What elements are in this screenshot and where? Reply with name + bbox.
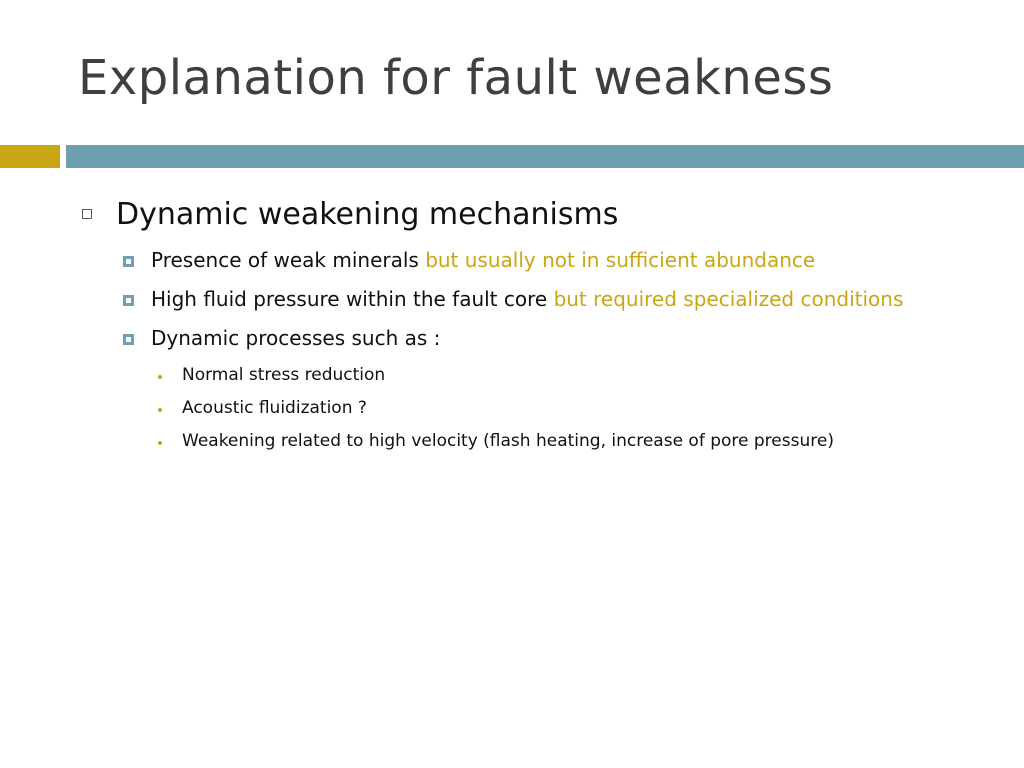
bullet-text [151,287,903,311]
bullet-main-text: High fluid pressure within the fault core [151,287,554,311]
sub-bullet-text: Acoustic fluidization ? [182,398,367,418]
bullet-highlight-text: but usually not in sufficient abundance [425,248,816,272]
dot-bullet-icon [158,408,162,412]
bullet-highlight-text: but required specialized conditions [553,287,904,311]
filled-square-bullet-icon [123,256,134,267]
sub-bullet-text: Weakening related to high velocity (flash heating, increase of pore pressure) [182,431,834,451]
accent-bar-gold [0,145,60,168]
dot-bullet-icon [158,441,162,445]
dot-bullet-icon [158,375,162,379]
filled-square-bullet-icon [123,334,134,345]
bullet-main-text: Presence of weak minerals [151,248,426,272]
bullet-level1-text: Dynamic weakening mechanisms [116,197,619,232]
sub-bullet-text: Normal stress reduction [182,365,386,385]
hollow-square-bullet-icon [82,209,92,219]
filled-square-bullet-icon [123,295,134,306]
slide-title: Explanation for fault weakness [78,50,834,106]
bullet-main-text: Dynamic processes such as : [151,326,441,350]
bullet-text [151,248,815,272]
bullet-text [151,326,440,350]
accent-bar-teal [66,145,1024,168]
